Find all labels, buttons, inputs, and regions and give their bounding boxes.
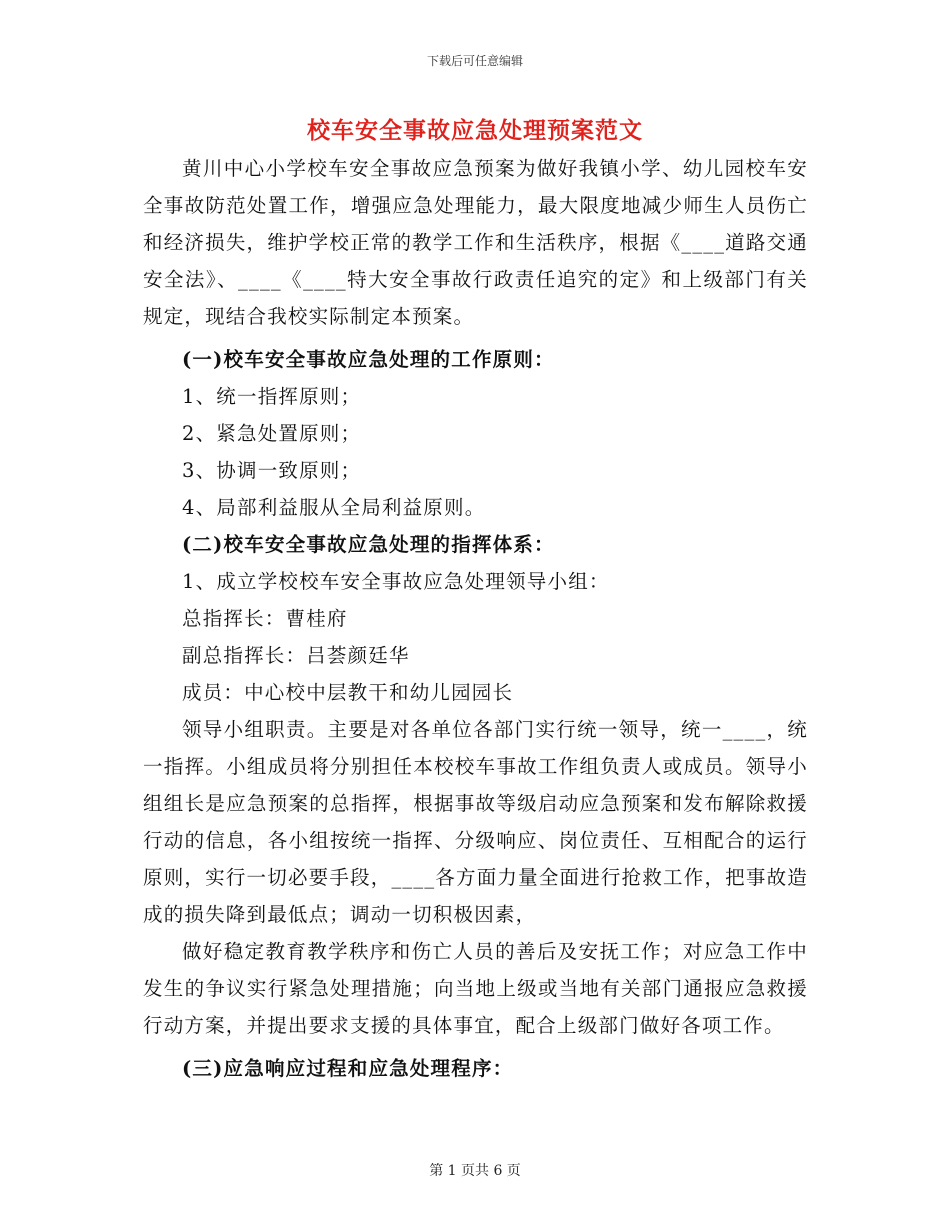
duty-paragraph: 领导小组职责。主要是对各单位各部门实行统一领导，统一____，统一指挥。小组成员将分别担任本校校车事故工作组负责人或成员。领导小组组长是应急预案的总指挥，根据事故等级启动应急预案和发布解除救援行动的信息，各小组按统一指挥、分级响应、岗位责任、互相配合的运行原则，实行一切必要手段，____各方面力量全面进行抢救工作，把事故造成的损失降到最低点；调动一切积极因素， bbox=[143, 718, 808, 926]
deputy-commander-line: 副总指挥长：吕荟颜廷华 bbox=[182, 644, 410, 667]
leadership-group-line: 1、成立学校校车安全事故应急处理领导小组： bbox=[182, 570, 610, 593]
principle-item-2: 2、紧急处置原则； bbox=[182, 422, 362, 445]
intro-paragraph: 黄川中心小学校车安全事故应急预案为做好我镇小学、幼儿园校车安全事故防范处置工作，增强应急处理能力，最大限度地减少师生人员伤亡和经济损失，维护学校正常的教学工作和生活秩序，根据《____道路交通安全法》、____《____特大安全事故行政责任追究的定》和上级部门有关规定，现结合我校实际制定本预案。 bbox=[143, 157, 808, 328]
members-line: 成员：中心校中层教干和幼儿园园长 bbox=[182, 681, 514, 704]
followup-paragraph: 做好稳定教育教学秩序和伤亡人员的善后及安抚工作；对应急工作中发生的争议实行紧急处理措施；向当地上级或当地有关部门通报应急救援行动方案，并提出要求支援的具体事宜，配合上级部门做好各项工作。 bbox=[143, 940, 808, 1037]
page-header: 下载后可任意编辑 bbox=[426, 54, 523, 68]
document-body bbox=[143, 150, 808, 1087]
principle-item-1: 1、统一指挥原则； bbox=[182, 385, 362, 408]
section-1-heading: (一)校车安全事故应急处理的工作原则： bbox=[182, 348, 555, 371]
document-title: 校车安全事故应急处理预案范文 bbox=[307, 117, 643, 144]
page-footer: 第 1 页共 6 页 bbox=[429, 1163, 521, 1179]
commander-line: 总指挥长：曹桂府 bbox=[182, 607, 348, 630]
principle-item-3: 3、协调一致原则； bbox=[182, 459, 362, 482]
section-3-heading: (三)应急响应过程和应急处理程序： bbox=[182, 1057, 514, 1080]
principle-item-4: 4、局部利益服从全局利益原则。 bbox=[182, 496, 486, 519]
section-2-heading: (二)校车安全事故应急处理的指挥体系： bbox=[182, 533, 555, 556]
